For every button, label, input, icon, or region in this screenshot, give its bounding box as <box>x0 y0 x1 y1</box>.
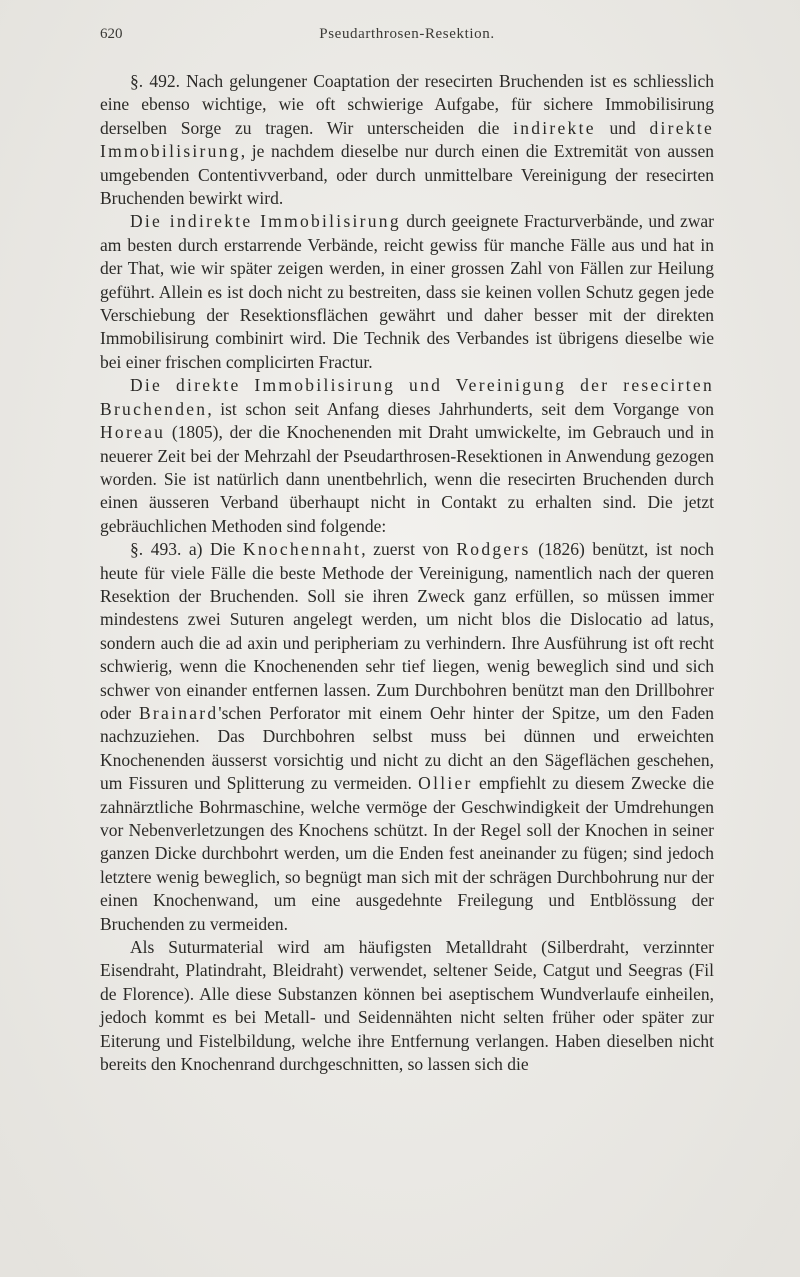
body-text: §. 493. a) Die <box>130 539 243 560</box>
body-text: empfiehlt zu diesem Zwecke die zahnärztliche Bohrmaschine, welche vermöge der Geschwindigkeit der Umdrehungen vor Nebenverletzungen des Knochens schützt. In der Regel soll der Knochen in seiner ganzen Dicke durchbohrt werden, um die Enden fest aneinander zu fügen; sind jedoch letztere wenig beweglich, so begnügt man sich mit der schrägen Durchbohrung nur der einen Knochenwand, um eine ausgedehnte Freilegung und Entblössung der Bruchenden zu vermeiden. <box>100 773 714 934</box>
emphasized-text: Ollier <box>418 773 473 794</box>
body-text: (1805), der die Knochenenden mit Draht umwickelte, im Gebrauch und in neuerer Zeit bei der Mehrzahl der Pseudarthrosen-Resektionen in Anwendung gezogen worden. Sie ist natürlich dann unentbehrlich, wenn die resecirten Bruchenden durch einen äusseren Verband überhaupt nicht in Contakt zu erhalten sind. Die jetzt gebräuchlichen Methoden sind folgende: <box>100 422 714 536</box>
running-head <box>100 26 714 50</box>
emphasized-text: Horeau <box>100 422 166 443</box>
paragraph <box>100 210 714 374</box>
body-text: , ist schon seit Anfang dieses Jahrhunderts, seit dem Vorgange von <box>207 398 714 419</box>
body-text: und <box>595 117 650 138</box>
emphasized-text: Rodgers <box>456 539 531 560</box>
paragraph <box>100 936 714 1076</box>
running-title: Pseudarthrosen-Resektion. <box>319 26 495 42</box>
emphasized-text: indirekte <box>513 117 596 138</box>
body-text: , je nachdem dieselbe nur durch einen die Extremität von aussen umgebenden Contentivverband, oder durch unmittelbare Vereinigung der resecirten Bruchenden bewirkt wird. <box>100 141 714 209</box>
body-text: Als Suturmaterial wird am häufigsten Metalldraht (Silberdraht, verzinnter Eisendraht, Platindraht, Bleidraht) verwendet, seltener Seide, Catgut und Seegras (Fil de Florence). Alle diese Substanzen können bei aseptischem Wundverlaufe einheilen, jedoch kommt es bei Metall- und Seidennähten nicht selten früher oder später zur Eiterung und Fistelbildung, welche ihre Entfernung verlangen. Haben dieselben nicht bereits den Knochenrand durchgeschnitten, so lassen sich die <box>100 937 714 1075</box>
body-text: 'schen Perforator mit einem Oehr hinter der Spitze, um den Faden nachzuziehen. Das Durchbohren selbst muss bei dünnen und erweichten Knochenenden äusserst vorsichtig und nicht zu dicht an den Sägeflächen geschehen, um Fissuren und Splitterung zu vermeiden. <box>100 702 714 794</box>
emphasized-text: Brainard <box>138 702 219 723</box>
body-text: durch geeignete Fracturverbände, und zwar am besten durch erstarrende Verbände, reicht gewiss für manche Fälle aus und hat in der That, wie wir später zeigen werden, in einer grossen Zahl von Fällen zur Heilung geführt. Allein es ist doch nicht zu bestreiten, dass sie keinen vollen Schutz gegen jede Verschiebung der Resektionsflächen gewährt und daher besser mit der direkten Immobilisirung combinirt wird. Die Technik des Verbandes ist übrigens dieselbe wie bei einer frischen complicirten Fractur. <box>100 211 714 372</box>
page-number: 620 <box>100 26 123 42</box>
paragraph <box>100 70 714 210</box>
paragraph <box>100 374 714 538</box>
emphasized-text: Knochennaht <box>242 539 362 560</box>
body-text: (1826) benützt, ist noch heute für viele Fälle die beste Methode der Vereinigung, namentlich nach der queren Resektion der Bruchenden. Soll sie ihren Zweck ganz erfüllen, so müssen immer mindestens zwei Suturen angelegt werden, um nicht blos die Dislocatio ad latus, sondern auch die ad axin und peripheriam zu verhindern. Ihre Ausführung ist oft recht schwierig, wenn die Knochenenden sehr tief liegen, wenig beweglich sind und sich schwer von einander entfernen lassen. Zum Durchbohren benützt man den Drillbohrer oder <box>100 539 714 723</box>
body-text: , zuerst von <box>361 539 457 560</box>
emphasized-text: direkte Immobilisirung <box>100 117 714 162</box>
emphasized-text: Die direkte Immobilisirung und Vereinigung der resecirten Bruchenden <box>100 375 714 419</box>
text-block <box>100 70 714 1076</box>
paragraph <box>100 538 714 936</box>
emphasized-text: Die indirekte Immobilisirung <box>130 211 401 232</box>
body-text: §. 492. Nach gelungener Coaptation der resecirten Bruchenden ist es schliesslich eine ebenso wichtige, wie oft schwierige Aufgabe, für sichere Immobilisirung derselben Sorge zu tragen. Wir unterscheiden die <box>100 71 714 138</box>
